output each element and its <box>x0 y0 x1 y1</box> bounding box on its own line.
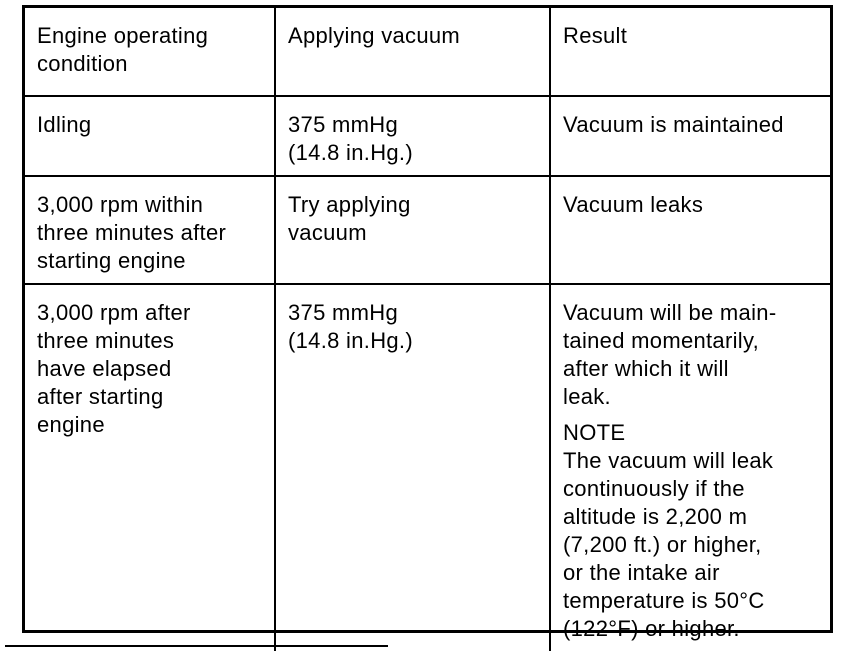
note-text: The vacuum will leak continuously if the altitude is 2,200 m (7,200 ft.) or higher, or the intake air temperature is 50°C (122°F) or higher. <box>563 448 774 641</box>
cell-result: Vacuum will be main- tained momentarily, after which it will leak. <box>563 300 777 409</box>
footer-rule <box>5 645 388 647</box>
table-row <box>25 96 830 176</box>
cell-vacuum: 375 mmHg (14.8 in.Hg.) <box>275 284 550 651</box>
cell-vacuum: Try applying vacuum <box>275 176 550 284</box>
table-header-row <box>25 8 830 96</box>
cell-result: Vacuum leaks <box>550 176 830 284</box>
table-row <box>25 284 830 651</box>
cell-condition: 3,000 rpm within three minutes after starting engine <box>25 176 275 284</box>
header-engine-condition: Engine operating condition <box>25 8 275 96</box>
cell-result: Vacuum is maintained <box>550 96 830 176</box>
cell-vacuum: 375 mmHg (14.8 in.Hg.) <box>275 96 550 176</box>
vacuum-test-grid <box>25 8 830 651</box>
header-result: Result <box>550 8 830 96</box>
note-label: NOTE <box>563 420 626 445</box>
cell-result-with-note <box>550 284 830 651</box>
table-row <box>25 176 830 284</box>
vacuum-test-table <box>22 5 833 641</box>
header-applying-vacuum: Applying vacuum <box>275 8 550 96</box>
cell-condition: 3,000 rpm after three minutes have elapsed after starting engine <box>25 284 275 651</box>
cell-condition: Idling <box>25 96 275 176</box>
